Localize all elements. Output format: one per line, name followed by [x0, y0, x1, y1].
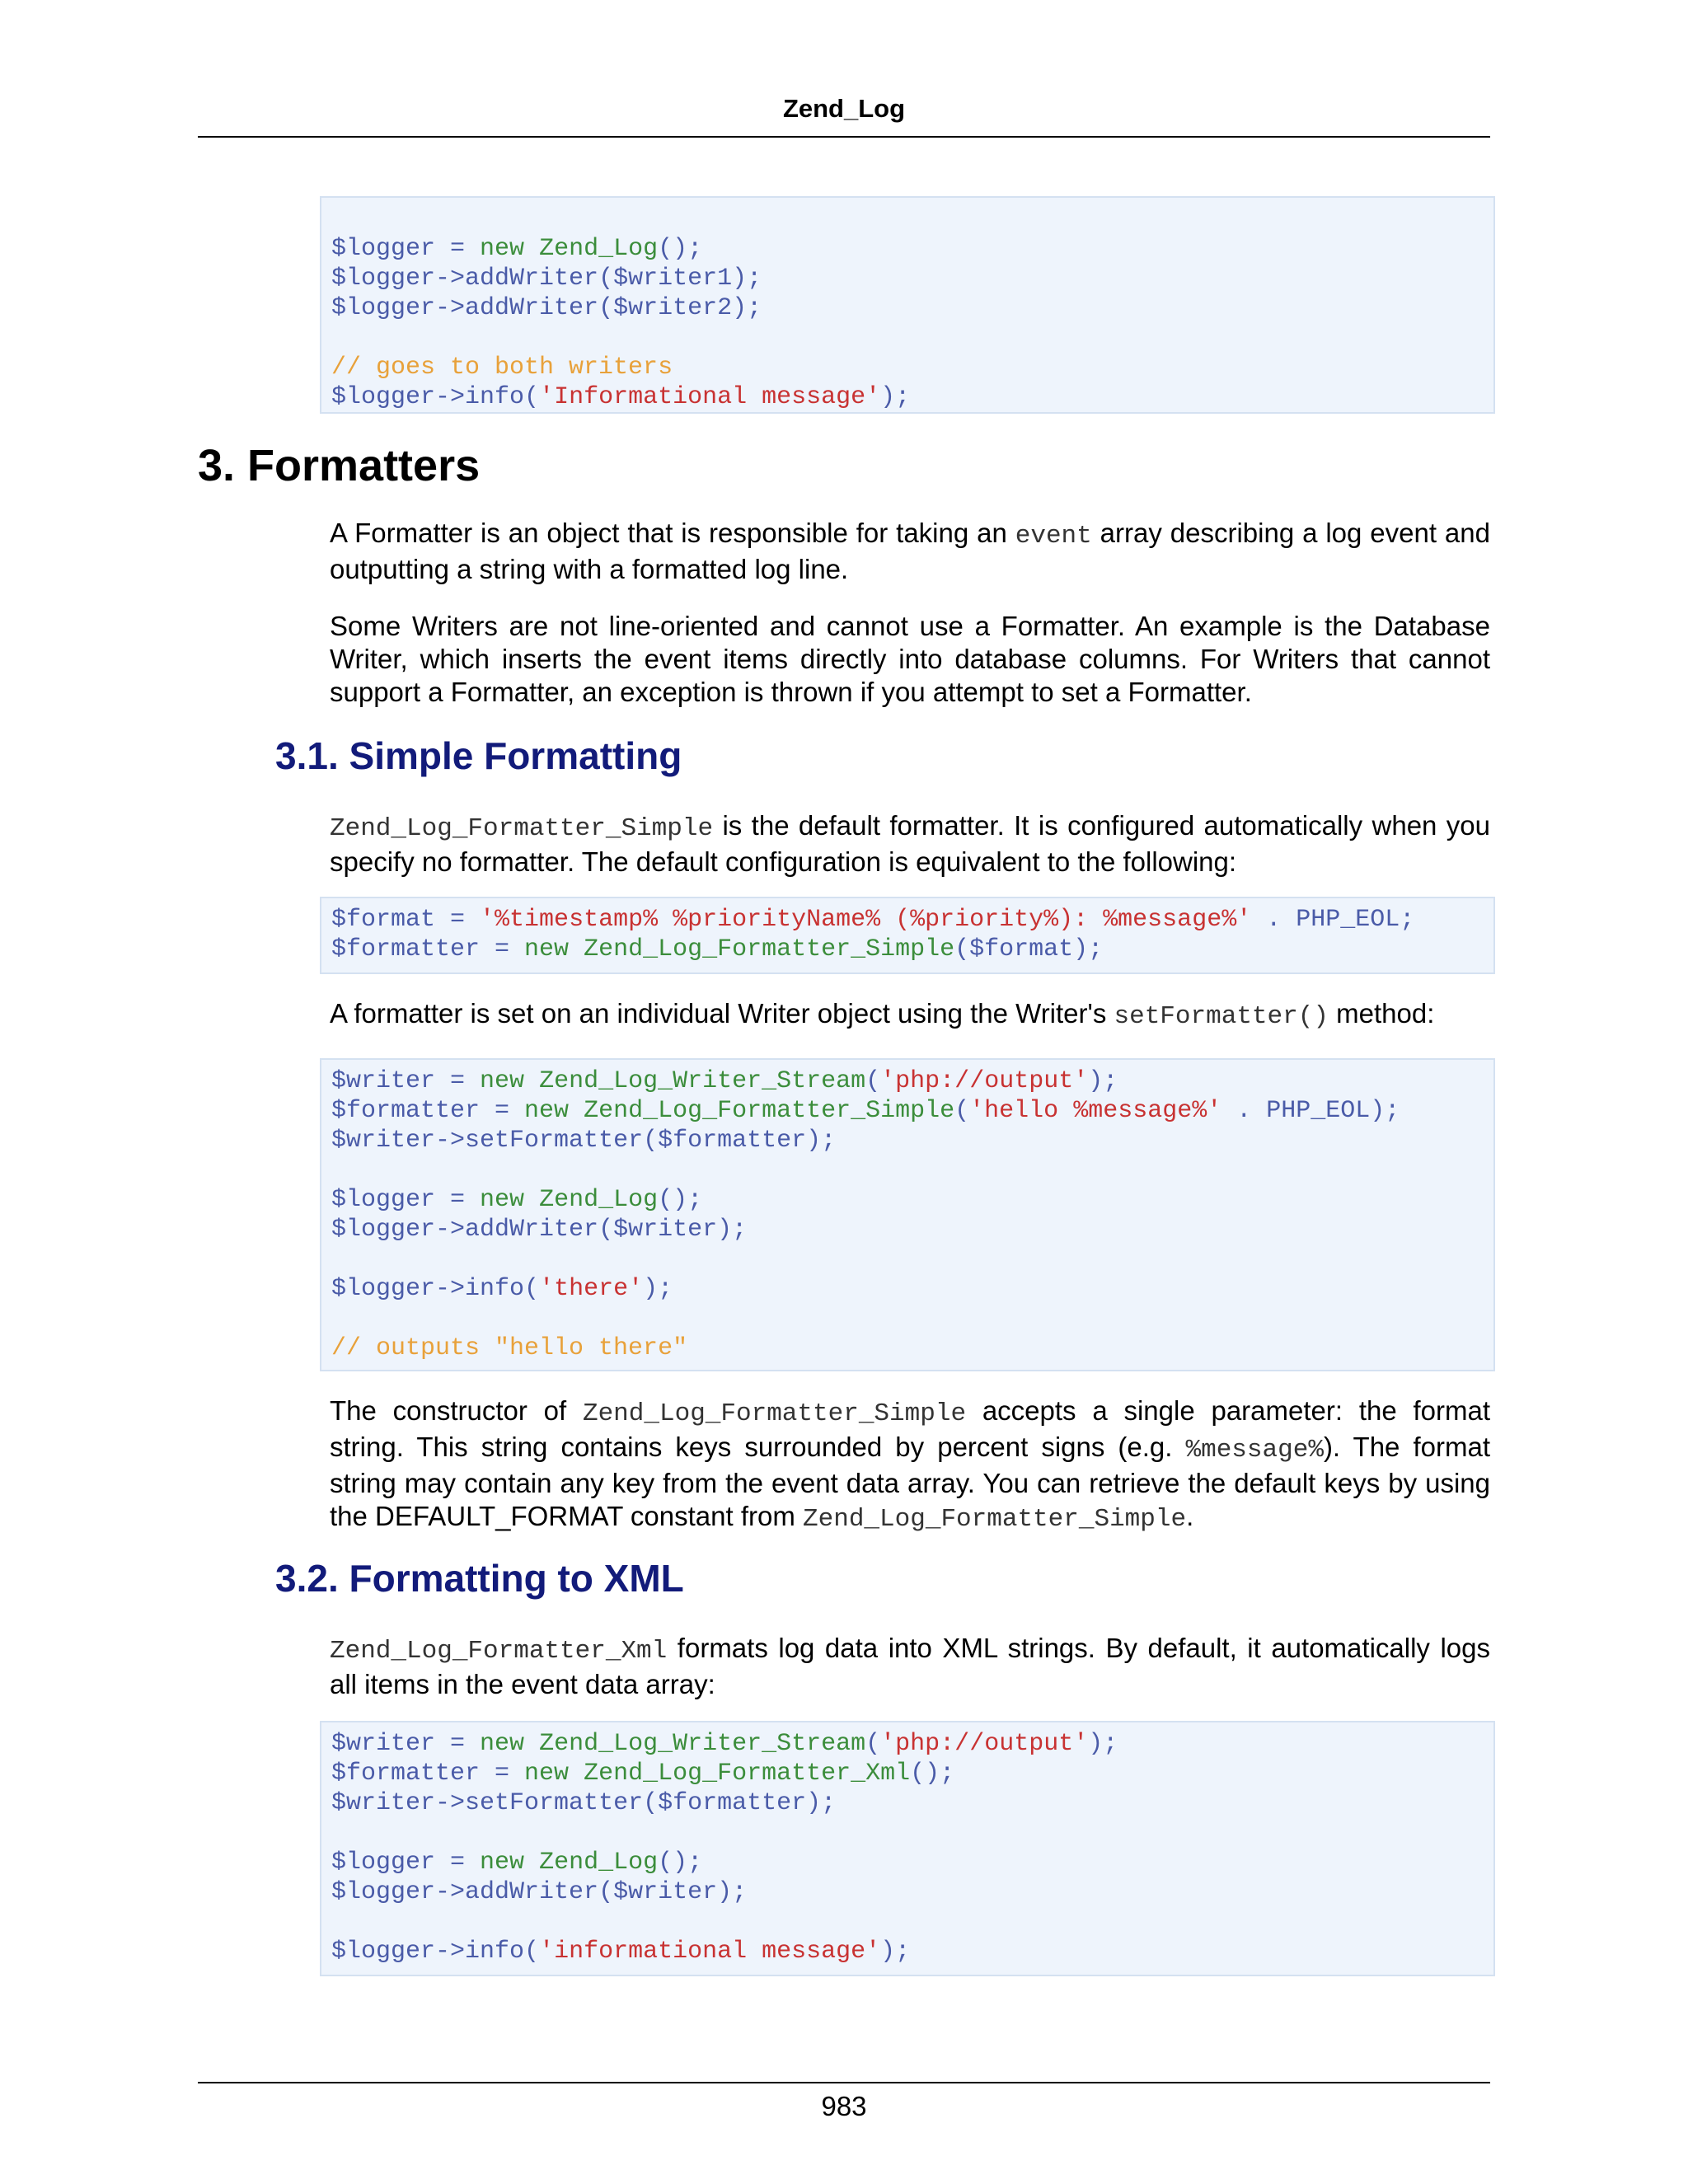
code-comment: // outputs "hello there" — [331, 1334, 688, 1362]
code-block-default-format — [320, 897, 1495, 974]
code-line: $logger->info('informational message'); — [331, 1938, 911, 1966]
code-line — [331, 1818, 1493, 1848]
code-block-set-formatter — [320, 1058, 1495, 1371]
page-number: 983 — [821, 2091, 867, 2121]
code-line: $logger->info('Informational message'); — [331, 383, 911, 411]
code-line: $logger->info('there'); — [331, 1275, 673, 1303]
text-run: method: — [1328, 998, 1435, 1029]
code-line: $formatter = new Zend_Log_Formatter_Simple('hello %message%' . PHP_EOL); — [331, 1097, 1400, 1125]
inline-code: Zend_Log_Formatter_Xml — [330, 1637, 668, 1666]
header-rule — [198, 136, 1490, 138]
subsection-heading-xml-formatting: 3.2. Formatting to XML — [275, 1557, 684, 1600]
running-header: Zend_Log — [782, 94, 906, 123]
code-line: $logger->addWriter($writer); — [331, 1216, 748, 1244]
code-block-logger-writers — [320, 196, 1495, 414]
code-line — [331, 204, 1493, 234]
code-line: $logger = new Zend_Log(); — [331, 1849, 703, 1877]
paragraph-set-formatter — [330, 997, 1490, 1033]
text-run: is the default formatter. It is configured automatically when you specify no formatter. The default configuration is equivalent to the following: — [330, 810, 1490, 877]
inline-code: %message% — [1185, 1436, 1324, 1465]
code-line — [331, 1155, 1493, 1185]
code-line: $formatter = new Zend_Log_Formatter_Simple($format); — [331, 935, 1104, 963]
inline-code: event — [1015, 522, 1092, 551]
code-line: $writer->setFormatter($formatter); — [331, 1127, 837, 1155]
code-line: $writer = new Zend_Log_Writer_Stream('php://output'); — [331, 1067, 1118, 1095]
code-line — [331, 1304, 1493, 1333]
text-run: ). The format string may contain any key from the event data array. You can retrieve the default keys by using the DEFAULT_FORMAT constant from — [330, 1432, 1490, 1531]
code-block-xml-formatter — [320, 1721, 1495, 1976]
inline-code: Zend_Log_Formatter_Simple — [330, 814, 714, 843]
text-run: The constructor of — [330, 1395, 583, 1426]
code-line — [331, 1907, 1493, 1937]
footer-rule — [198, 2082, 1490, 2083]
code-line: $writer->setFormatter($formatter); — [331, 1789, 837, 1817]
paragraph-formatter-intro — [330, 517, 1490, 586]
code-line: $logger = new Zend_Log(); — [331, 1186, 703, 1214]
paragraph-xml-formatter — [330, 1632, 1490, 1701]
code-line: $format = '%timestamp% %priorityName% (%priority%): %message%' . PHP_EOL; — [331, 906, 1415, 934]
code-line: $formatter = new Zend_Log_Formatter_Xml(); — [331, 1760, 955, 1788]
section-heading-formatters: 3. Formatters — [198, 441, 481, 490]
paragraph-writers-note: Some Writers are not line-oriented and cannot use a Formatter. An example is the Database Writer, which inserts the event items directly into database columns. For Writers that cannot support a Formatter, an exception is thrown if you attempt to set a Formatter. — [330, 611, 1490, 707]
paragraph-constructor — [330, 1394, 1490, 1536]
text-run: A Formatter is an object that is responsible for taking an — [330, 518, 1015, 548]
code-line — [331, 1244, 1493, 1274]
inline-code: setFormatter() — [1114, 1002, 1329, 1031]
text-run: array describing a log event and outputting a string with a formatted log line. — [330, 518, 1490, 584]
text-run: accepts a single parameter: the format string. This string contains keys surrounded by percent signs (e.g. — [330, 1395, 1491, 1462]
text-run: . — [1186, 1501, 1194, 1531]
text-run: formats log data into XML strings. By default, it automatically logs all items in the event data array: — [330, 1633, 1490, 1699]
code-line: $logger = new Zend_Log(); — [331, 235, 703, 263]
inline-code: Zend_Log_Formatter_Simple — [803, 1505, 1187, 1534]
paragraph-simple-formatter — [330, 809, 1490, 879]
text-run: A formatter is set on an individual Writer object using the Writer's — [330, 998, 1114, 1029]
inline-code: Zend_Log_Formatter_Simple — [582, 1399, 967, 1428]
subsection-heading-simple-formatting: 3.1. Simple Formatting — [275, 734, 682, 777]
code-line: $logger->addWriter($writer1); — [331, 265, 762, 293]
code-line: $logger->addWriter($writer2); — [331, 294, 762, 322]
code-comment: // goes to both writers — [331, 354, 673, 382]
code-line — [331, 323, 1493, 353]
code-line: $logger->addWriter($writer); — [331, 1878, 748, 1906]
code-line: $writer = new Zend_Log_Writer_Stream('php://output'); — [331, 1730, 1118, 1758]
